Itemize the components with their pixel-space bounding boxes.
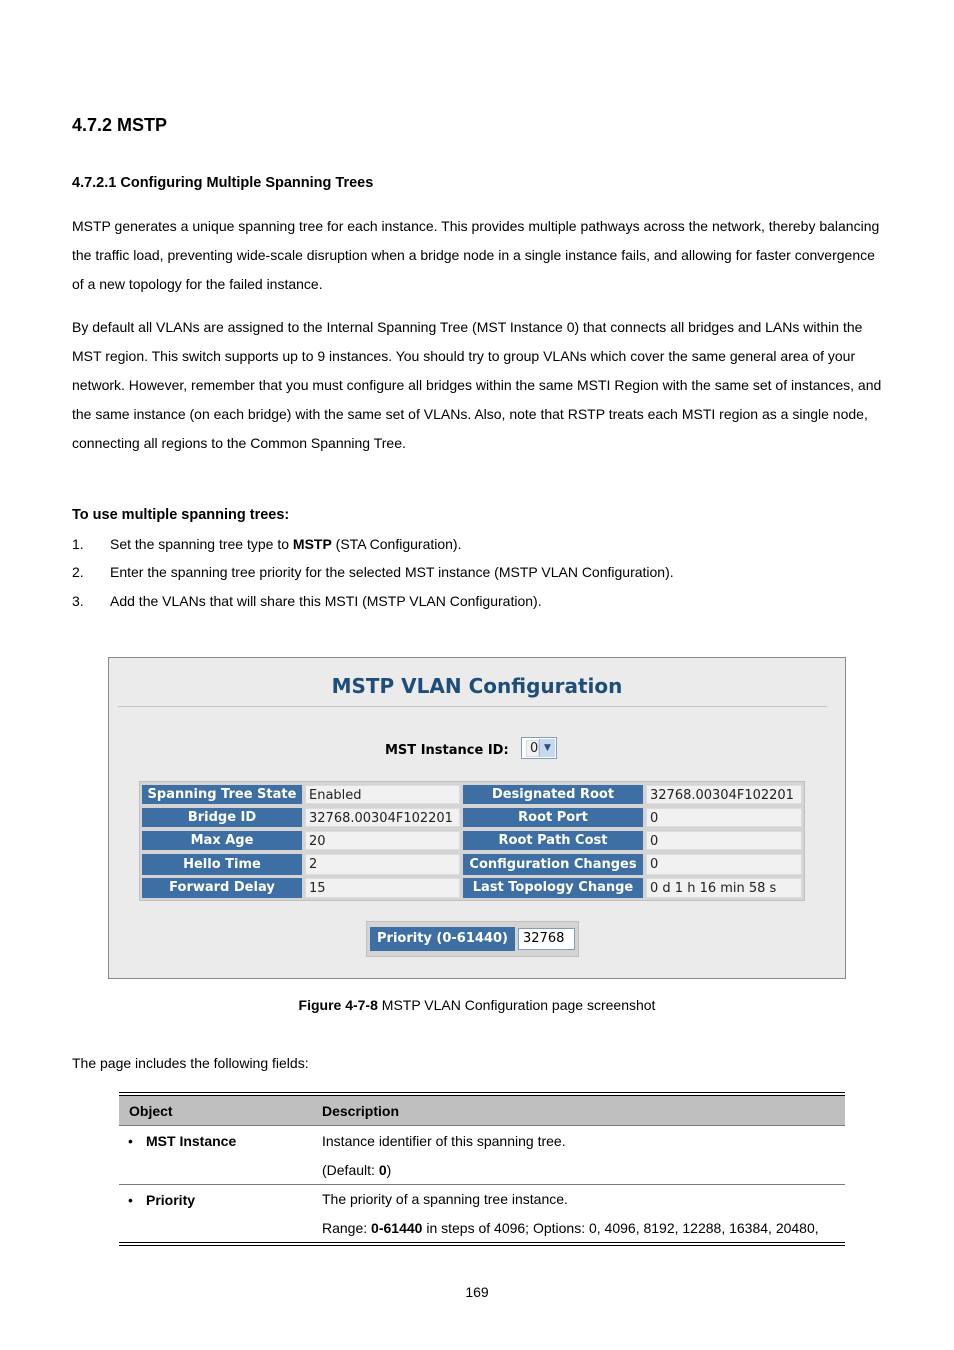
value-max-age: 20 xyxy=(305,831,460,850)
table-row-description: The priority of a spanning tree instance. xyxy=(322,1191,568,1207)
table-bottom-rule xyxy=(119,1242,845,1243)
page-number: 169 xyxy=(465,1284,489,1300)
table-row-description: Range: 0-61440 in steps of 4096; Options: 0, 4096, 8192, 12288, 16384, 20480, xyxy=(322,1220,819,1236)
title-divider xyxy=(118,706,827,707)
chevron-down-icon: ▼ xyxy=(539,739,555,757)
label-hello-time: Hello Time xyxy=(142,854,302,875)
section-title: 4.7.2 MSTP xyxy=(72,115,168,135)
table-top-rule xyxy=(119,1092,845,1093)
header-object: Object xyxy=(129,1103,173,1119)
fields-intro: The page includes the following fields: xyxy=(72,1055,309,1071)
mst-instance-label: MST Instance ID: xyxy=(385,743,509,758)
label-bridge-id: Bridge ID xyxy=(142,808,302,827)
label-root-path-cost: Root Path Cost xyxy=(463,831,643,850)
value-designated-root: 32768.00304F102201 xyxy=(646,785,802,804)
label-max-age: Max Age xyxy=(142,831,302,850)
paragraph-default-vlans: By default all VLANs are assigned to the Internal Spanning Tree (MST Instance 0) that connects all bridges and LANs within the MST region. This switch supports up to 9 instances. You should try to group VLANs which cover the same general area of your network. However, remember that you must configure all bridges within the same MSTI Region with the same set of instances, and the same instance (on each bridge) with the same set of VLANs. Also, note that RSTP treats each MSTI region as a single node, connecting all regions to the Common Spanning Tree. xyxy=(72,319,882,451)
value-bridge-id: 32768.00304F102201 xyxy=(305,808,460,827)
priority-label: Priority (0-61440) xyxy=(370,927,515,951)
mstp-screenshot xyxy=(108,657,846,979)
value-root-port: 0 xyxy=(646,808,802,827)
subsection-title: 4.7.2.1 Configuring Multiple Spanning Trees xyxy=(72,175,374,191)
steps-title: To use multiple spanning trees: xyxy=(72,507,290,523)
paragraph-intro: MSTP generates a unique spanning tree for each instance. This provides multiple pathways across the network, thereby balancing the traffic load, preventing wide-scale disruption when a bridge node in a single instance fails, and allowing for faster convergence of a new topology for the failed instance. xyxy=(72,218,880,292)
label-forward-delay: Forward Delay xyxy=(142,878,302,898)
table-bottom-rule xyxy=(119,1245,845,1246)
table-header xyxy=(119,1096,845,1126)
label-configuration-changes: Configuration Changes xyxy=(463,854,643,875)
table-row-object: • Priority xyxy=(128,1192,196,1208)
value-last-topology-change: 0 d 1 h 16 min 58 s xyxy=(646,878,802,898)
table-row-description: Instance identifier of this spanning tree. xyxy=(322,1133,566,1149)
header-description: Description xyxy=(322,1103,400,1119)
value-hello-time: 2 xyxy=(305,854,460,875)
label-root-port: Root Port xyxy=(463,808,643,827)
figure-caption: Figure 4-7-8 MSTP VLAN Configuration page screenshot xyxy=(298,997,656,1013)
screenshot-title: MSTP VLAN Configuration xyxy=(331,674,623,698)
status-table xyxy=(139,781,805,901)
table-row-object: • MST Instance xyxy=(128,1133,237,1149)
mst-instance-select[interactable]: 0 ▼ xyxy=(521,737,557,759)
table-row-description: (Default: 0) xyxy=(322,1162,392,1178)
value-configuration-changes: 0 xyxy=(646,854,802,875)
priority-box xyxy=(366,921,579,957)
label-last-topology-change: Last Topology Change xyxy=(463,878,643,898)
priority-input[interactable]: 32768 xyxy=(518,928,575,950)
value-forward-delay: 15 xyxy=(305,878,460,898)
label-designated-root: Designated Root xyxy=(463,785,643,804)
table-row-divider xyxy=(119,1184,845,1185)
label-spanning-tree-state: Spanning Tree State xyxy=(142,785,302,804)
value-spanning-tree-state: Enabled xyxy=(305,785,460,804)
value-root-path-cost: 0 xyxy=(646,831,802,850)
